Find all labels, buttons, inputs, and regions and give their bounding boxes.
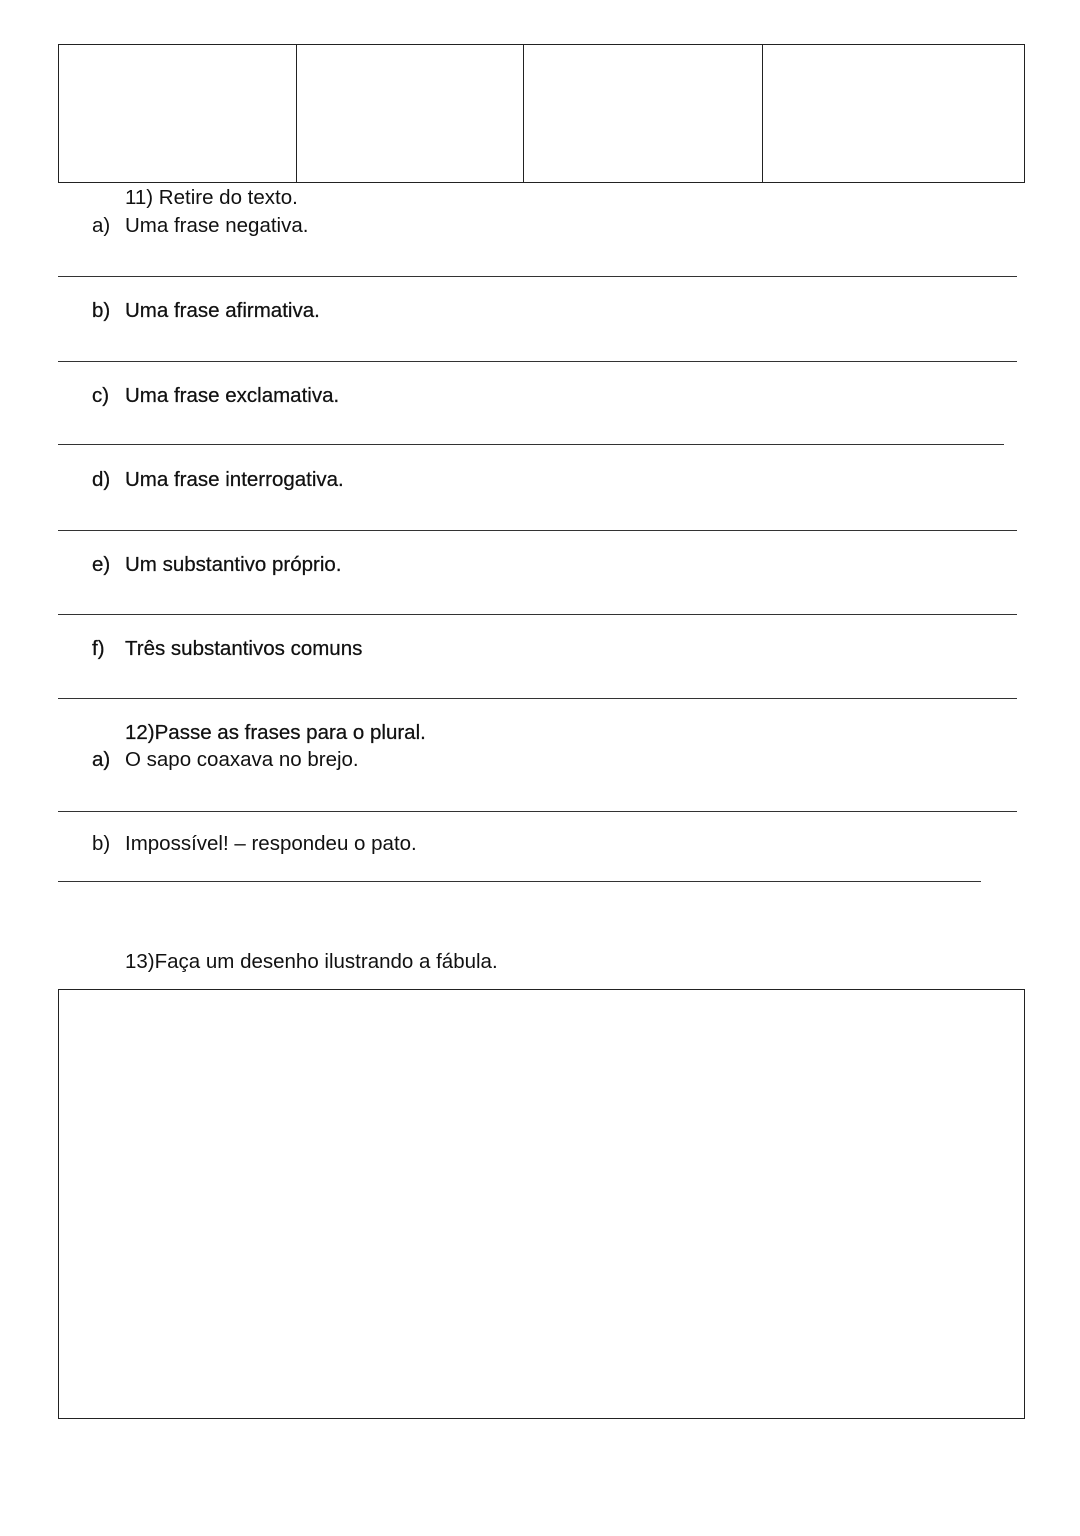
item-text: Uma frase afirmativa. — [125, 299, 320, 322]
answer-line[interactable] — [58, 881, 981, 882]
table-cell[interactable] — [524, 45, 763, 182]
top-empty-table — [58, 44, 1025, 183]
question-12-title: 12)Passe as frases para o plural. — [125, 721, 426, 744]
item-text: Uma frase negativa. — [125, 214, 309, 237]
answer-line[interactable] — [58, 276, 1017, 277]
answer-line[interactable] — [58, 614, 1017, 615]
item-text: Uma frase exclamativa. — [125, 384, 340, 407]
answer-line[interactable] — [58, 698, 1017, 699]
drawing-area[interactable] — [58, 989, 1025, 1419]
item-letter: a) — [92, 214, 111, 237]
table-cell[interactable] — [297, 45, 524, 182]
item-text: O sapo coaxava no brejo. — [125, 748, 359, 771]
question-11-title: 11) Retire do texto. — [125, 186, 298, 209]
item-letter: f) — [92, 637, 105, 660]
item-letter: a) — [92, 748, 111, 771]
question-13-title: 13)Faça um desenho ilustrando a fábula. — [125, 950, 498, 973]
answer-line[interactable] — [58, 811, 1017, 812]
item-letter: b) — [92, 299, 111, 322]
item-letter: d) — [92, 468, 111, 491]
item-text: Uma frase interrogativa. — [125, 468, 344, 491]
item-letter: c) — [92, 384, 110, 407]
item-text: Um substantivo próprio. — [125, 553, 342, 576]
table-cell[interactable] — [59, 45, 297, 182]
answer-line[interactable] — [58, 530, 1017, 531]
item-text: Impossível! – respondeu o pato. — [125, 832, 417, 855]
answer-line[interactable] — [58, 361, 1017, 362]
answer-line[interactable] — [58, 444, 1004, 445]
item-letter: b) — [92, 832, 111, 855]
item-text: Três substantivos comuns — [125, 637, 363, 660]
table-cell[interactable] — [763, 45, 1024, 182]
item-letter: e) — [92, 553, 111, 576]
